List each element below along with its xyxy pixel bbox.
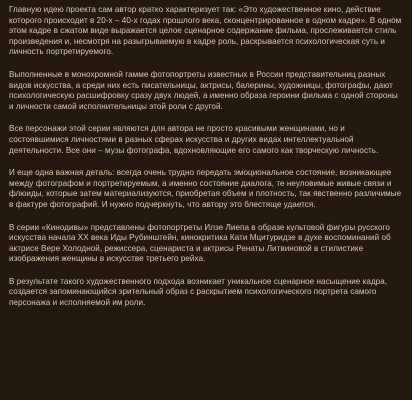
paragraph-kinodivy-series: В серии «Кинодивы» представлены фотопортреты Илзе Лиепа в образе культовой фигуры русского искусства начала XX века Иды Рубинштейн, кинокритика Кати Мцитуридзе в духе воспоминаний об актрисе Вере Холодной, режиссера, сценариста и актрисы Ренаты Литвиновой в стилистике изображения женщины в искусстве третьего рейха. bbox=[9, 222, 391, 264]
paragraph-characters: Все персонажи этой серии являются для автора не просто красивыми женщинами, но и состоявшимися личностями в разных сферах искусства и других видах интеллектуальной деятельности. Все они – музы фотографа, вдохновляющие его самого как творческую личность. bbox=[9, 124, 379, 155]
paragraph-monochrome-portraits: Выполненные в монохромной гамме фотопортреты известных в России представительниц разных видов искусства, а среди них есть писательницы, актрисы, балерины, художницы, фотографы, дают психологическую расшифровку сразу двух людей, а именно образа героини фильма с одной стороны и личности самой исполнительницы этой роли с другой. bbox=[9, 69, 398, 111]
paragraph-main-idea: Главную идею проекта сам автор кратко характеризует так: «Это художественное кино, действие которого происходит в 20-х – 40-х годах прошлого века, сконцентрированное в одном кадре». В одном этом кадре в сжатом виде выражается целое сценарное содержание фильма, прослеживается стиль произведения и, несмотря на разыгрываемую в кадре роль, раскрывается психологическая суть и личность портретируемого. bbox=[9, 5, 402, 57]
paragraph-important-detail: И еще одна важная деталь: всегда очень трудно передать эмоциональное состояние, возникающее между фотографом и портретируемым, а именно состояние диалога, те неуловимые живые связи и флюиды, которые затем материализуются, приобретая объем и плотность, так явственно различимые в фактуре фотографий. И нужно подчеркнуть, что автору это блестяще удается. bbox=[9, 168, 402, 209]
paragraph-result: В результате такого художественного подхода возникает уникальное сценарное насыщение кадра, создается запоминающийся зрительный образ с раскрытием психологического портрета самого персонажа и исполняемой им роли. bbox=[9, 276, 388, 308]
